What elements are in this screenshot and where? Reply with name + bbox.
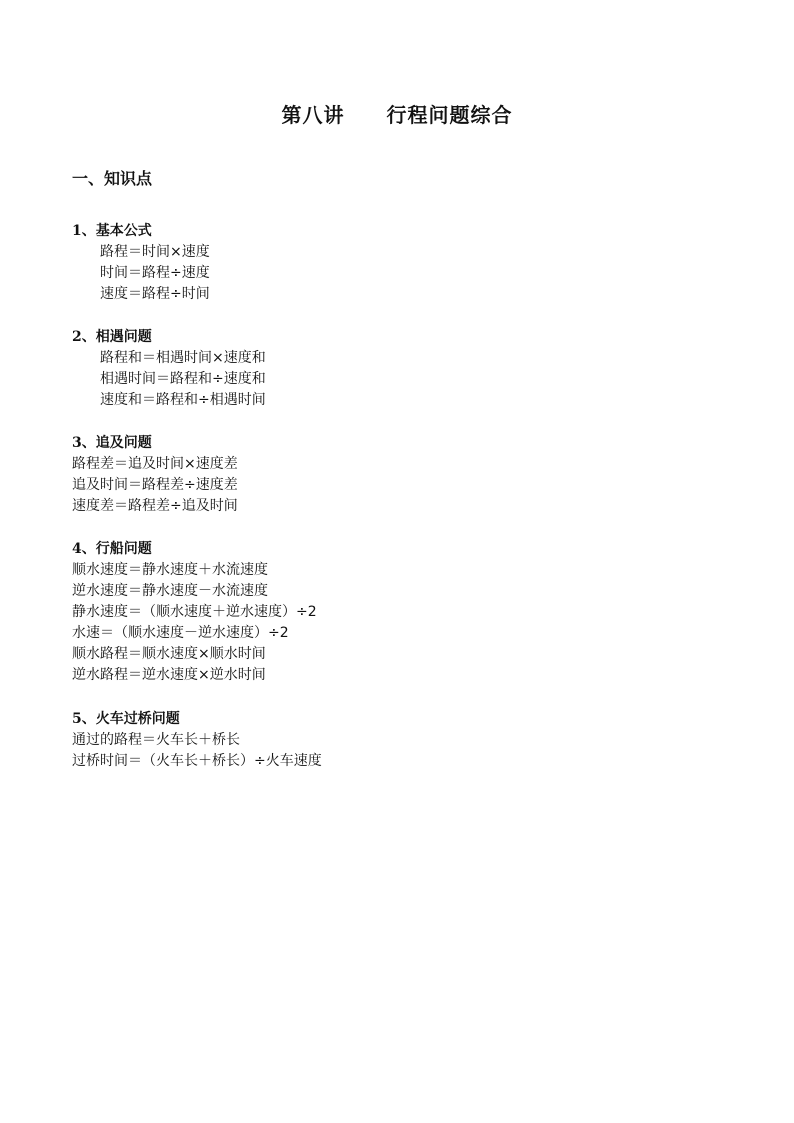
formula-line: 顺水路程＝顺水速度×顺水时间	[72, 646, 266, 662]
section-title: 2、相遇问题	[72, 329, 152, 345]
formula-line: 相遇时间＝路程和÷速度和	[100, 371, 266, 387]
formula-line: 速度和＝路程和÷相遇时间	[100, 392, 266, 408]
section-boat-problems	[72, 539, 732, 686]
formula-line: 水速＝（顺水速度－逆水速度）÷2	[72, 625, 289, 641]
section-title: 1、基本公式	[72, 223, 152, 239]
section-title: 5、火车过桥问题	[72, 711, 180, 727]
section-title: 3、追及问题	[72, 435, 152, 451]
section-basic-formulas	[72, 221, 732, 305]
formula-line: 路程＝时间×速度	[100, 244, 210, 260]
title-topic: 行程问题综合	[386, 103, 513, 127]
formula-line: 逆水速度＝静水速度－水流速度	[72, 583, 268, 599]
formula-line: 静水速度＝（顺水速度＋逆水速度）÷2	[72, 604, 317, 620]
title-lecture-number: 第八讲	[281, 103, 345, 127]
formula-line: 路程和＝相遇时间×速度和	[100, 350, 266, 366]
section-title: 4、行船问题	[72, 541, 152, 557]
formula-line: 速度差＝路程差÷追及时间	[72, 498, 238, 514]
formula-line: 速度＝路程÷时间	[100, 286, 210, 302]
knowledge-heading: 一、知识点	[72, 169, 153, 188]
section-pursuit-problems	[72, 433, 732, 517]
section-train-bridge-problems	[72, 709, 732, 772]
formula-line: 顺水速度＝静水速度＋水流速度	[72, 562, 268, 578]
formula-line: 路程差＝追及时间×速度差	[72, 456, 238, 472]
formula-line: 过桥时间＝（火车长＋桥长）÷火车速度	[72, 753, 322, 769]
formula-line: 追及时间＝路程差÷速度差	[72, 477, 238, 493]
formula-line: 通过的路程＝火车长＋桥长	[72, 732, 240, 748]
formula-line: 逆水路程＝逆水速度×逆水时间	[72, 667, 266, 683]
section-meeting-problems	[72, 327, 732, 411]
formula-line: 时间＝路程÷速度	[100, 265, 210, 281]
page-title	[0, 101, 794, 129]
